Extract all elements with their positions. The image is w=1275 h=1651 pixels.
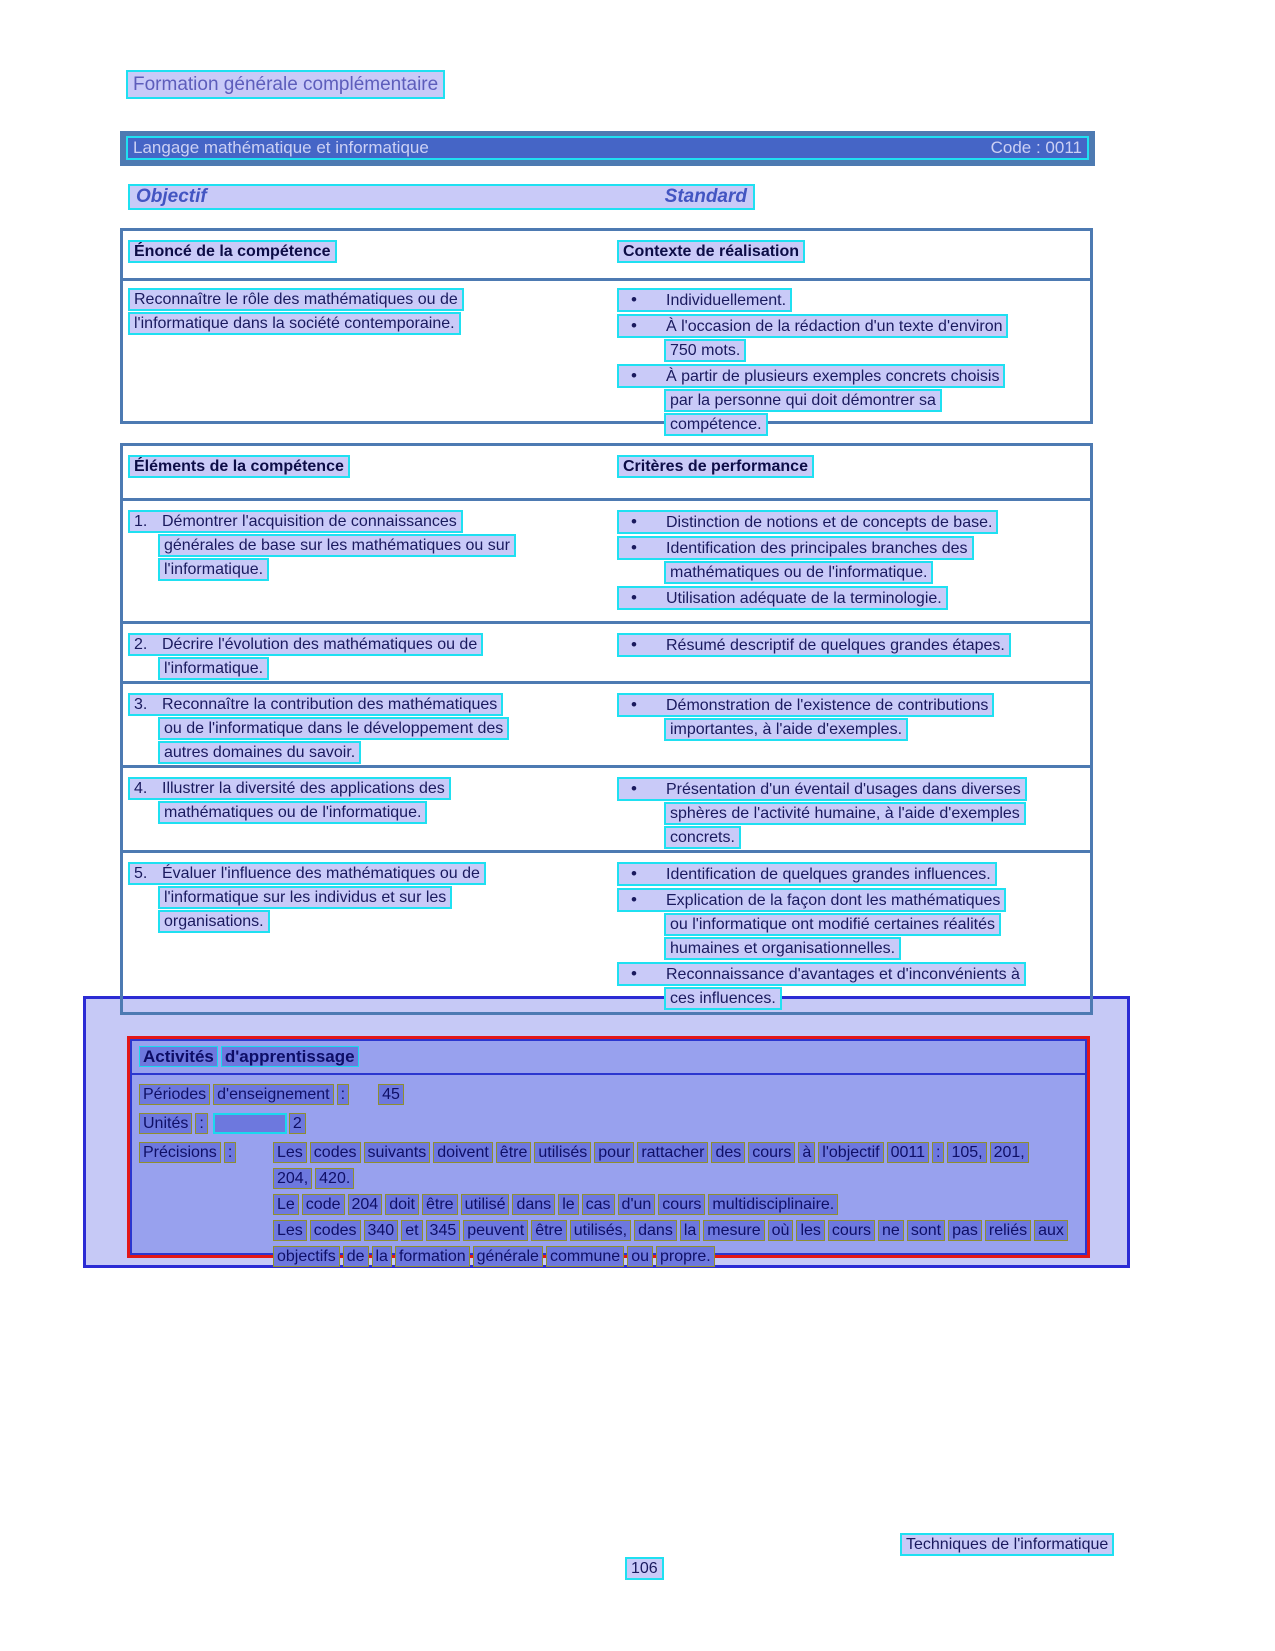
text-line: Les codes 340 et 345 peuvent être utilisés, dans la mesure où les cours ne sont pas reliés aux: [273, 1220, 1078, 1241]
activities-box: [127, 1036, 1090, 1266]
row-left-cell: [123, 862, 617, 1012]
section-eyebrow: Formation générale complémentaire: [126, 70, 445, 99]
bullet-icon: [631, 864, 666, 884]
row-left-cell: [123, 510, 617, 621]
row-right-cell: [617, 510, 1090, 621]
precisions-text: [273, 1142, 1078, 1272]
text-line: Les codes suivants doivent être utilisés pour rattacher des cours à l'objectif 0011 : 105, 201,: [273, 1142, 1078, 1163]
text-line: Démonstration de l'existence de contributions: [666, 697, 989, 714]
table2-header-left: Éléments de la compétence: [128, 455, 350, 478]
title-bar-highlight: [126, 136, 1089, 160]
bullet-icon: [631, 695, 666, 715]
item-number: 3.: [134, 696, 148, 713]
text-line: Démontrer l'acquisition de connaissances: [162, 512, 457, 530]
section-labels-bar: [128, 184, 755, 210]
bullet-item: [617, 314, 1090, 362]
activities-divider: [132, 1073, 1085, 1075]
item-number: 4.: [134, 780, 148, 797]
text-line: l'informatique.: [158, 657, 269, 680]
text-line: Explication de la façon dont les mathématiques: [666, 892, 1001, 909]
bullet-icon: [631, 964, 666, 984]
units-row: [139, 1113, 1078, 1134]
text-line: À partir de plusieurs exemples concrets choisis: [666, 368, 1000, 385]
table1-right-cell: [617, 288, 1090, 438]
text-line: 750 mots.: [664, 339, 746, 362]
table-row: [123, 768, 1090, 853]
text-line: l'informatique dans la société contemporaine.: [128, 312, 461, 335]
periods-label: Périodes d'enseignement :: [139, 1086, 352, 1103]
table1-header: [123, 231, 1090, 281]
text-line: Présentation d'un éventail d'usages dans diverses: [666, 781, 1021, 798]
table2-header: [123, 446, 1090, 501]
bullet-icon: [631, 635, 666, 655]
activities-title: Activités d'apprentissage: [139, 1046, 1078, 1067]
text-line: l'informatique sur les individus et sur les: [158, 886, 452, 909]
text-line: Reconnaître le rôle des mathématiques ou de: [128, 288, 464, 311]
bullet-icon: [631, 316, 666, 336]
table-row: [123, 624, 1090, 684]
text-line: Illustrer la diversité des applications des: [162, 780, 445, 797]
text-line: générales de base sur les mathématiques ou sur: [158, 534, 516, 557]
units-gap-highlight: [213, 1113, 287, 1134]
text-line: par la personne qui doit démontrer sa: [664, 389, 942, 412]
units-value: 2: [289, 1113, 306, 1134]
text-line: ou l'informatique ont modifié certaines réalités: [664, 913, 1001, 936]
course-title: Langage mathématique et informatique: [133, 138, 429, 157]
row-left-cell: [123, 777, 617, 850]
item-number: 1.: [134, 512, 148, 530]
text-line: À l'occasion de la rédaction d'un texte d'environ: [666, 318, 1003, 335]
bullet-item: [617, 364, 1090, 436]
table2-header-right: Critères de performance: [617, 455, 814, 478]
row-right-cell: [617, 777, 1090, 850]
text-line: autres domaines du savoir.: [158, 741, 361, 764]
competence-statement-table: [120, 228, 1093, 433]
precisions-row: [139, 1142, 1078, 1272]
row-left-cell: [123, 633, 617, 681]
text-line: mathématiques ou de l'informatique.: [664, 561, 933, 584]
text-line: Identification de quelques grandes influences.: [666, 866, 991, 883]
text-line: 204, 420.: [273, 1168, 1078, 1189]
text-line: Reconnaissance d'avantages et d'inconvénients à: [666, 966, 1020, 983]
bullet-icon: [631, 779, 666, 799]
text-line: mathématiques ou de l'informatique.: [158, 801, 427, 824]
bullet-icon: [631, 588, 666, 608]
row-right-cell: [617, 862, 1090, 1012]
row-right-cell: [617, 693, 1090, 765]
text-line: compétence.: [664, 413, 768, 436]
bullet-icon: [631, 366, 666, 386]
item-number: 5.: [134, 865, 148, 882]
text-line: sphères de l'activité humaine, à l'aide d'exemples: [664, 802, 1026, 825]
bullet-item: [617, 288, 1090, 312]
periods-value: 45: [378, 1084, 404, 1105]
table1-body: [123, 281, 1090, 438]
bullet-icon: [631, 890, 666, 910]
item-number: 2.: [134, 636, 148, 653]
course-code: Code : 0011: [990, 138, 1082, 157]
text-line: importantes, à l'aide d'exemples.: [664, 718, 908, 741]
text-line: Reconnaître la contribution des mathématiques: [162, 696, 498, 713]
text-line: Utilisation adéquate de la terminologie.: [666, 589, 942, 607]
bullet-icon: [631, 538, 666, 558]
title-bar: [120, 131, 1095, 166]
periods-row: [139, 1084, 1078, 1105]
table-row: [123, 853, 1090, 1012]
text-line: concrets.: [664, 826, 741, 849]
table1-header-left: Énoncé de la compétence: [128, 240, 337, 263]
text-line: Décrire l'évolution des mathématiques ou de: [162, 636, 478, 653]
standard-label: Standard: [664, 186, 747, 207]
text-line: Évaluer l'influence des mathématiques ou de: [162, 865, 480, 882]
table1-header-right: Contexte de réalisation: [617, 240, 805, 263]
text-line: ces influences.: [664, 987, 782, 1010]
text-line: Résumé descriptif de quelques grandes étapes.: [666, 637, 1005, 654]
footer-program-name: Techniques de l'informatique: [900, 1533, 1114, 1556]
page-number: 106: [625, 1557, 664, 1580]
row-left-cell: [123, 693, 617, 765]
table-row: [123, 501, 1090, 624]
text-line: organisations.: [158, 910, 270, 933]
competence-elements-table: [120, 443, 1093, 1015]
bullet-icon: [631, 290, 666, 310]
table1-left-cell: [123, 288, 617, 438]
text-line: Distinction de notions et de concepts de base.: [666, 513, 993, 531]
objectif-label: Objectif: [136, 186, 207, 207]
text-line: Individuellement.: [666, 292, 787, 309]
text-line: ou de l'informatique dans le développement des: [158, 717, 509, 740]
row-right-cell: [617, 633, 1090, 681]
text-line: objectifs de la formation générale commune ou propre.: [273, 1246, 1078, 1267]
precisions-label: Précisions :: [139, 1142, 273, 1272]
text-line: Le code 204 doit être utilisé dans le cas d'un cours multidisciplinaire.: [273, 1194, 1078, 1215]
text-line: humaines et organisationnelles.: [664, 937, 901, 960]
text-line: Identification des principales branches des: [666, 539, 968, 557]
text-line: l'informatique.: [158, 558, 269, 581]
bullet-icon: [631, 512, 666, 532]
table-row: [123, 684, 1090, 768]
units-label: Unités :: [139, 1115, 211, 1132]
